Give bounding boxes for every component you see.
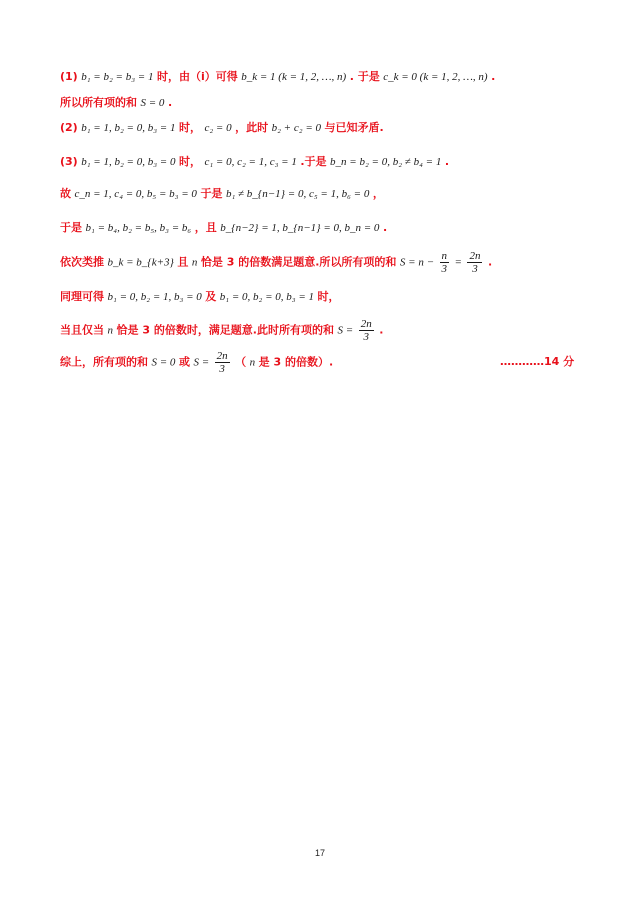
math-expr: c₂ = 0 xyxy=(204,122,232,134)
text-segment: 同理可得 xyxy=(60,290,104,303)
text-segment: .于是 xyxy=(300,155,327,168)
fraction xyxy=(215,350,230,375)
math-expr: b₁ = 1, b₂ = 0, b₃ = 0 xyxy=(81,156,176,168)
math-expr: = xyxy=(454,256,462,269)
solution-line-3 xyxy=(60,121,384,135)
fraction-denominator: 3 xyxy=(472,263,478,275)
text-segment: （ xyxy=(235,355,247,369)
fraction-denominator: 3 xyxy=(219,363,225,375)
text-segment: 于是 xyxy=(200,187,223,200)
text-segment: . xyxy=(167,96,173,109)
text-segment: 时， xyxy=(178,155,201,168)
text-segment: . xyxy=(444,155,450,168)
math-expr: b_k = 1 (k = 1, 2, …, n) xyxy=(241,71,347,83)
text-segment: 当且仅当 xyxy=(60,323,104,337)
fraction xyxy=(440,250,450,275)
fraction-numerator: n xyxy=(441,250,448,262)
text-segment: 时， xyxy=(178,121,201,134)
part-label: (1) xyxy=(60,70,78,83)
solution-line-6 xyxy=(60,221,387,235)
text-segment: 与已知矛盾. xyxy=(324,121,384,134)
math-expr: c₁ = 0, c₂ = 1, c₃ = 1 xyxy=(204,156,297,168)
text-segment: 或 xyxy=(178,355,190,369)
text-segment: . xyxy=(491,70,496,83)
solution-line-4 xyxy=(60,155,449,169)
page-number: 17 xyxy=(314,848,325,858)
text-segment: 恰是 3 的倍数时，满足题意.此时所有项的和 xyxy=(116,323,334,337)
solution-line-2 xyxy=(60,96,172,110)
part-label: (3) xyxy=(60,155,78,168)
text-segment: . xyxy=(379,323,384,337)
fraction xyxy=(467,250,482,275)
math-expr: S = xyxy=(193,356,210,369)
math-expr: S = 0 xyxy=(140,97,165,109)
solution-line-8 xyxy=(60,290,340,304)
solution-line-10 xyxy=(60,350,580,375)
text-segment: 时，由（i）可得 xyxy=(156,70,238,83)
math-expr: b_n = b₂ = 0, b₂ ≠ b₄ = 1 xyxy=(330,156,442,168)
text-segment: 恰是 3 的倍数满足题意.所以所有项的和 xyxy=(200,255,397,269)
math-expr: b₁ = b₂ = b₃ = 1 xyxy=(81,71,154,83)
text-segment: 于是 xyxy=(60,221,82,234)
text-segment: 且 xyxy=(177,255,189,269)
solution-line-9 xyxy=(60,318,383,343)
text-segment: . xyxy=(487,255,493,269)
text-segment: 综上，所有项的和 xyxy=(60,355,148,369)
solution-line-1 xyxy=(60,70,495,84)
part-label: (2) xyxy=(60,121,78,134)
math-expr: c_n = 1, c₄ = 0, b₅ = b₃ = 0 xyxy=(74,188,197,200)
fraction-numerator: 2n xyxy=(469,250,481,262)
text-segment: ，且 xyxy=(194,221,217,234)
math-expr: S = 0 xyxy=(151,356,176,369)
fraction-denominator: 3 xyxy=(363,331,369,343)
math-expr: b₁ ≠ b_{n−1} = 0, c₅ = 1, b₆ = 0 xyxy=(225,188,370,200)
text-segment: 故 xyxy=(60,187,71,200)
math-expr: b₁ = 0, b₂ = 1, b₃ = 0 xyxy=(107,291,202,303)
math-expr: b₁ = 1, b₂ = 0, b₃ = 1 xyxy=(81,122,176,134)
fraction-denominator: 3 xyxy=(441,263,448,275)
text-segment: 所以所有项的和 xyxy=(60,96,137,109)
math-expr: n xyxy=(107,324,113,337)
text-segment: ， xyxy=(372,187,384,200)
math-expr: n xyxy=(249,356,256,369)
text-segment: 时， xyxy=(317,290,340,303)
solution-line-7 xyxy=(60,250,492,275)
math-expr: b_{n−2} = 1, b_{n−1} = 0, b_n = 0 xyxy=(220,222,380,234)
math-expr: S = n − xyxy=(399,256,435,269)
solution-line-5 xyxy=(60,187,384,201)
math-expr: b₁ = b₄, b₂ = b₅, b₃ = b₆ xyxy=(85,222,192,234)
math-expr: b_k = b_{k+3} xyxy=(107,256,174,269)
text-segment: 依次类推 xyxy=(60,255,104,269)
text-segment: . 于是 xyxy=(349,70,380,83)
text-segment: ，此时 xyxy=(235,121,269,134)
text-segment: 是 3 的倍数）. xyxy=(258,355,334,369)
fraction-numerator: 2n xyxy=(216,350,228,362)
math-expr: n xyxy=(191,256,198,269)
fraction-numerator: 2n xyxy=(360,318,372,330)
score-marker: …………14 分 xyxy=(500,355,575,368)
fraction xyxy=(359,318,374,343)
text-segment: 及 xyxy=(205,290,217,303)
math-expr: S = xyxy=(337,324,354,337)
math-expr: c_k = 0 (k = 1, 2, …, n) xyxy=(383,71,488,83)
text-segment: . xyxy=(382,221,388,234)
math-expr: b₁ = 0, b₂ = 0, b₃ = 1 xyxy=(219,291,314,303)
math-expr: b₂ + c₂ = 0 xyxy=(271,122,321,134)
